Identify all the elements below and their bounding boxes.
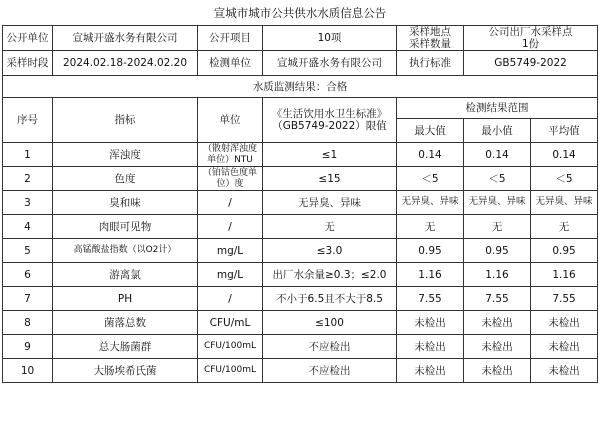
row-indicator: 大肠埃希氏菌 xyxy=(53,359,198,383)
table-row xyxy=(3,239,598,263)
sampling-site-label-line2: 采样数量 xyxy=(409,38,451,51)
row-indicator: 高锰酸盐指数（以O2计） xyxy=(53,239,198,263)
row-seq: 4 xyxy=(3,215,53,239)
row-indicator: 肉眼可见物 xyxy=(53,215,198,239)
header-limit xyxy=(263,98,397,143)
row-avg: 未检出 xyxy=(531,359,598,383)
publisher-label: 公开单位 xyxy=(3,26,53,51)
row-seq: 6 xyxy=(3,263,53,287)
header-min: 最小值 xyxy=(464,119,531,143)
row-seq: 10 xyxy=(3,359,53,383)
row-min: 0.95 xyxy=(464,239,531,263)
header-avg: 平均值 xyxy=(531,119,598,143)
row-seq: 2 xyxy=(3,167,53,191)
row-min: 0.14 xyxy=(464,143,531,167)
row-max: ＜5 xyxy=(397,167,464,191)
row-avg: 无 xyxy=(531,215,598,239)
sampling-site-value-line2: 1份 xyxy=(521,38,540,51)
row-unit: / xyxy=(198,287,263,311)
row-indicator: 菌落总数 xyxy=(53,311,198,335)
table-row xyxy=(3,311,598,335)
row-avg: ＜5 xyxy=(531,167,598,191)
period-value: 2024.02.18-2024.02.20 xyxy=(53,51,198,76)
row-max: 0.95 xyxy=(397,239,464,263)
row-max: 未检出 xyxy=(397,311,464,335)
header-limit-line2: （GB5749-2022）限值 xyxy=(272,120,387,133)
row-unit: CFU/100mL xyxy=(198,335,263,359)
row-limit: 出厂水余量≥0.3；≤2.0 xyxy=(263,263,397,287)
row-avg: 0.14 xyxy=(531,143,598,167)
table-row xyxy=(3,287,598,311)
row-max: 1.16 xyxy=(397,263,464,287)
row-avg: 未检出 xyxy=(531,311,598,335)
row-unit: mg/L xyxy=(198,263,263,287)
publisher-value: 宣城开盛水务有限公司 xyxy=(53,26,198,51)
row-indicator: 色度 xyxy=(53,167,198,191)
row-max: 无异臭、异味 xyxy=(397,191,464,215)
standard-label: 执行标准 xyxy=(397,51,464,76)
row-max: 未检出 xyxy=(397,335,464,359)
row-limit: 不应检出 xyxy=(263,359,397,383)
result-summary: 水质监测结果：合格 xyxy=(3,76,598,98)
row-unit: （铂钴色度单位）度 xyxy=(198,167,263,191)
row-min: 1.16 xyxy=(464,263,531,287)
sampling-site-label xyxy=(397,26,464,51)
row-unit: mg/L xyxy=(198,239,263,263)
header-range: 检测结果范围 xyxy=(397,98,598,119)
row-avg: 未检出 xyxy=(531,335,598,359)
row-indicator: 浑浊度 xyxy=(53,143,198,167)
row-unit: （散射浑浊度单位）NTU xyxy=(198,143,263,167)
period-label: 采样时段 xyxy=(3,51,53,76)
header-limit-line1: 《生活饮用水卫生标准》 xyxy=(271,108,388,121)
row-unit: / xyxy=(198,191,263,215)
row-min: 未检出 xyxy=(464,311,531,335)
row-seq: 5 xyxy=(3,239,53,263)
project-value: 10项 xyxy=(263,26,397,51)
table-row xyxy=(3,191,598,215)
row-min: ＜5 xyxy=(464,167,531,191)
row-min: 无 xyxy=(464,215,531,239)
row-min: 未检出 xyxy=(464,335,531,359)
row-indicator: PH xyxy=(53,287,198,311)
testing-unit-value: 宣城开盛水务有限公司 xyxy=(263,51,397,76)
row-avg: 0.95 xyxy=(531,239,598,263)
row-limit: ≤100 xyxy=(263,311,397,335)
row-min: 7.55 xyxy=(464,287,531,311)
header-unit: 单位 xyxy=(198,98,263,143)
row-max: 无 xyxy=(397,215,464,239)
row-limit: 无异臭、异味 xyxy=(263,191,397,215)
sampling-site-value xyxy=(464,26,598,51)
table-row xyxy=(3,359,598,383)
row-unit: CFU/100mL xyxy=(198,359,263,383)
header-max: 最大值 xyxy=(397,119,464,143)
header-seq: 序号 xyxy=(3,98,53,143)
row-avg: 1.16 xyxy=(531,263,598,287)
row-limit: ≤3.0 xyxy=(263,239,397,263)
sampling-site-label-line1: 采样地点 xyxy=(409,26,451,38)
table-row xyxy=(3,215,598,239)
row-seq: 3 xyxy=(3,191,53,215)
header-indicator: 指标 xyxy=(53,98,198,143)
row-limit: ≤1 xyxy=(263,143,397,167)
row-unit: / xyxy=(198,215,263,239)
table-row xyxy=(3,335,598,359)
testing-unit-label: 检测单位 xyxy=(198,51,263,76)
row-limit: 无 xyxy=(263,215,397,239)
standard-value: GB5749-2022 xyxy=(464,51,598,76)
row-seq: 7 xyxy=(3,287,53,311)
project-label: 公开项目 xyxy=(198,26,263,51)
row-min: 未检出 xyxy=(464,359,531,383)
row-limit: 不应检出 xyxy=(263,335,397,359)
row-max: 7.55 xyxy=(397,287,464,311)
row-indicator: 总大肠菌群 xyxy=(53,335,198,359)
row-max: 0.14 xyxy=(397,143,464,167)
page-title: 宣城市城市公共供水水质信息公告 xyxy=(213,6,387,21)
table-row xyxy=(3,167,598,191)
water-quality-table xyxy=(2,3,598,383)
table-row xyxy=(3,263,598,287)
row-indicator: 臭和味 xyxy=(53,191,198,215)
row-unit: CFU/mL xyxy=(198,311,263,335)
row-seq: 1 xyxy=(3,143,53,167)
row-max: 未检出 xyxy=(397,359,464,383)
row-seq: 9 xyxy=(3,335,53,359)
row-indicator: 游离氯 xyxy=(53,263,198,287)
row-limit: ≤15 xyxy=(263,167,397,191)
row-avg: 7.55 xyxy=(531,287,598,311)
row-avg: 无异臭、异味 xyxy=(531,191,598,215)
row-min: 无异臭、异味 xyxy=(464,191,531,215)
row-limit: 不小于6.5且不大于8.5 xyxy=(263,287,397,311)
table-row xyxy=(3,143,598,167)
row-seq: 8 xyxy=(3,311,53,335)
sampling-site-value-line1: 公司出厂水采样点 xyxy=(488,26,573,38)
